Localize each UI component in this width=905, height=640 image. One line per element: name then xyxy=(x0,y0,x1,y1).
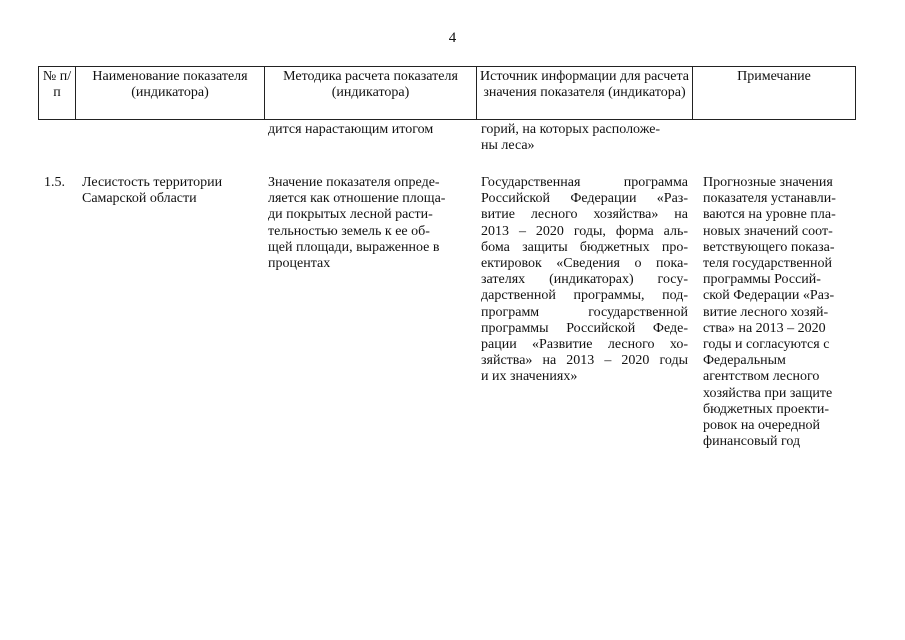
method-line: ди покрытых лесной расти- xyxy=(268,207,433,223)
source-line: 2013 – 2020 годы, форма аль- xyxy=(481,223,688,239)
source-line: рации «Развитие лесного хо- xyxy=(481,337,688,353)
source-line: ектировок «Сведения о пока- xyxy=(481,256,688,272)
header-row xyxy=(39,67,856,120)
source-line: Российской Федерации «Раз- xyxy=(481,191,688,207)
source-line: бома защиты бюджетных про- xyxy=(481,239,688,255)
page-number: 4 xyxy=(448,30,457,46)
calculation-method xyxy=(268,175,464,272)
note-line: ваются на уровне пла- xyxy=(703,207,836,223)
header-number: № п/п xyxy=(39,67,76,120)
note-line: витие лесного хозяй- xyxy=(703,304,829,320)
continuation-source xyxy=(481,122,689,154)
information-source xyxy=(481,175,688,386)
method-line: ляется как отношение площа- xyxy=(268,191,446,207)
source-line: зяйства» на 2013 – 2020 годы xyxy=(481,353,688,369)
header-note: Примечание xyxy=(693,67,856,120)
method-line: процентах xyxy=(268,256,331,272)
table-header xyxy=(38,66,856,120)
continuation-source-line: горий, на которых расположе- xyxy=(481,122,661,137)
indicator-name xyxy=(82,175,264,207)
note-line: ства» на 2013 – 2020 xyxy=(703,320,826,336)
note-line: хозяйства при защите xyxy=(703,385,833,401)
note-line: показателя устанавли- xyxy=(703,191,836,207)
header-information-source: Источник информации для расчета значения показателя (индикатора) xyxy=(477,67,693,120)
header-calculation-method: Методика расчета показателя (индикатора) xyxy=(265,67,477,120)
row-number: 1.5. xyxy=(44,175,65,190)
indicator-name-line: Лесистость территории xyxy=(82,175,223,190)
source-line: программы Российской Феде- xyxy=(481,320,688,336)
note-line: Прогнозные значения xyxy=(703,175,833,190)
note-line: ровок на очередной xyxy=(703,418,821,434)
note-line: бюджетных проекти- xyxy=(703,401,829,417)
note-line: финансовый год xyxy=(703,434,801,450)
method-line: щей площади, выраженное в xyxy=(268,239,440,255)
note-line: программы Россий- xyxy=(703,272,821,288)
source-line: Государственная программа xyxy=(481,175,688,190)
source-line: зателях (индикаторах) госу- xyxy=(481,272,688,288)
method-line: Значение показателя опреде- xyxy=(268,175,440,190)
note-line: ветствующего показа- xyxy=(703,239,835,255)
note-line: ской Федерации «Раз- xyxy=(703,288,835,304)
source-line: дарственной программы, под- xyxy=(481,288,688,304)
note-line: новых значений соот- xyxy=(703,223,833,239)
note xyxy=(703,175,853,450)
continuation-source-line: ны леса» xyxy=(481,138,535,154)
continuation-method-text: дится нарастающим итогом xyxy=(268,122,434,137)
source-line: и их значениях» xyxy=(481,369,578,385)
note-line: агентством лесного xyxy=(703,369,820,385)
method-line: тельностью земель к ее об- xyxy=(268,223,430,239)
indicator-name-line: Самарской области xyxy=(82,191,197,207)
continuation-method xyxy=(268,122,473,138)
source-line: витие лесного хозяйства» на xyxy=(481,207,688,223)
note-line: теля государственной xyxy=(703,256,833,272)
source-line: программ государственной xyxy=(481,304,688,320)
note-line: Федеральным xyxy=(703,353,786,369)
note-line: годы и согласуются с xyxy=(703,337,830,353)
header-indicator-name: Наименование показателя (индикатора) xyxy=(76,67,265,120)
